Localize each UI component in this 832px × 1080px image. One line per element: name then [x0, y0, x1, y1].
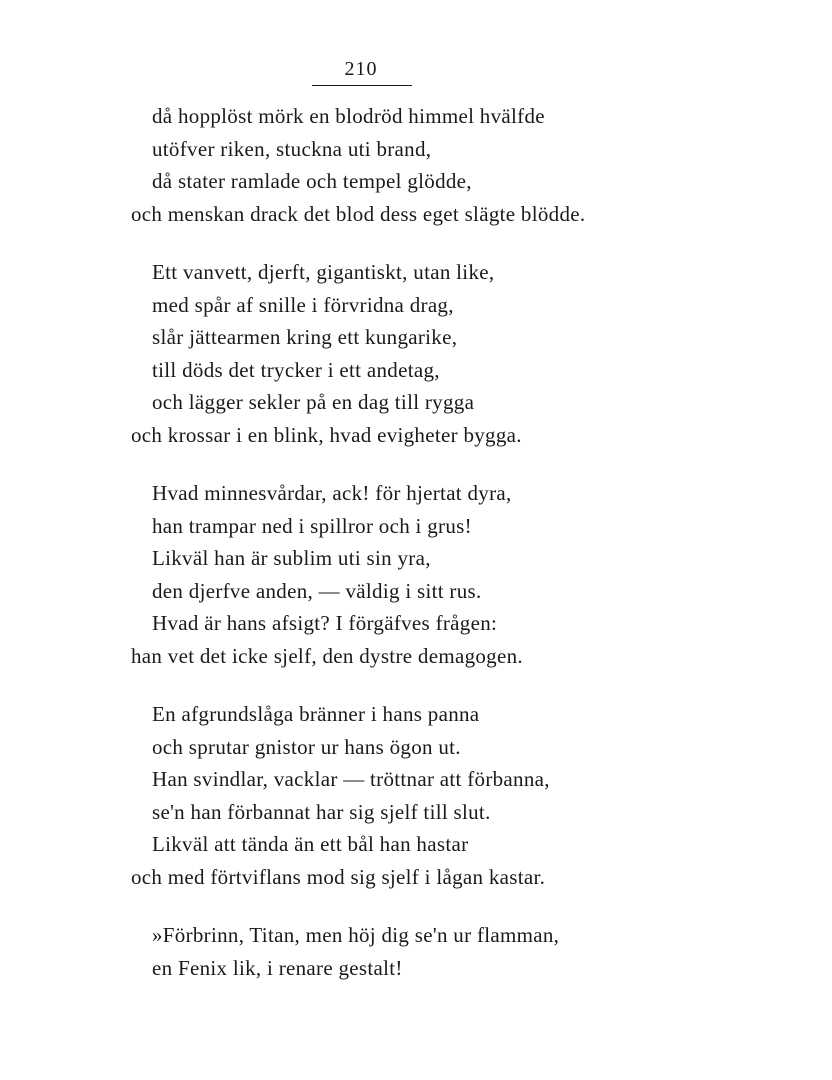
verse-line: då hopplöst mörk en blodröd himmel hvälfde: [152, 104, 545, 128]
stanza-3: [0, 477, 832, 672]
verse-line: Likväl att tända än ett bål han hastar: [152, 832, 469, 856]
verse-line: Likväl han är sublim uti sin yra,: [152, 546, 431, 570]
stanza-2: [0, 256, 832, 451]
verse-line: och med förtviflans mod sig sjelf i lågan kastar.: [131, 864, 546, 889]
verse-line: slår jättearmen kring ett kungarike,: [152, 325, 458, 349]
verse-line: Hvad minnesvårdar, ack! för hjertat dyra,: [152, 481, 512, 505]
verse-line: och sprutar gnistor ur hans ögon ut.: [152, 734, 461, 759]
verse-line: »Förbrinn, Titan, men höj dig se'n ur flamman,: [152, 923, 560, 947]
verse-line: Ett vanvett, djerft, gigantiskt, utan like,: [152, 260, 495, 284]
verse-line: han trampar ned i spillror och i grus!: [152, 513, 472, 538]
poem: [0, 100, 832, 1010]
verse-line: han vet det icke sjelf, den dystre demagogen.: [131, 643, 523, 668]
verse-line: och menskan drack det blod dess eget slägte blödde.: [131, 201, 586, 226]
verse-line: och krossar i en blink, hvad evigheter bygga.: [131, 422, 522, 447]
stanza-4: [0, 698, 832, 893]
stanza-1: [0, 100, 832, 230]
page-number-rule: [312, 85, 412, 86]
verse-line: Hvad är hans afsigt? I förgäfves frågen:: [152, 611, 498, 635]
verse-line: se'n han förbannat har sig sjelf till slut.: [152, 799, 491, 824]
verse-line: utöfver riken, stuckna uti brand,: [152, 136, 432, 161]
verse-line: och lägger sekler på en dag till rygga: [152, 390, 475, 414]
page-number: 210: [344, 58, 378, 80]
verse-line: Han svindlar, vacklar — tröttnar att förbanna,: [152, 767, 550, 791]
verse-line: en Fenix lik, i renare gestalt!: [152, 955, 403, 980]
verse-line: till döds det trycker i ett andetag,: [152, 357, 440, 382]
verse-line: den djerfve anden, — väldig i sitt rus.: [152, 578, 482, 603]
verse-line: med spår af snille i förvridna drag,: [152, 292, 454, 317]
stanza-5: [0, 919, 832, 984]
verse-line: då stater ramlade och tempel glödde,: [152, 169, 472, 193]
verse-line: En afgrundslåga bränner i hans panna: [152, 702, 480, 726]
